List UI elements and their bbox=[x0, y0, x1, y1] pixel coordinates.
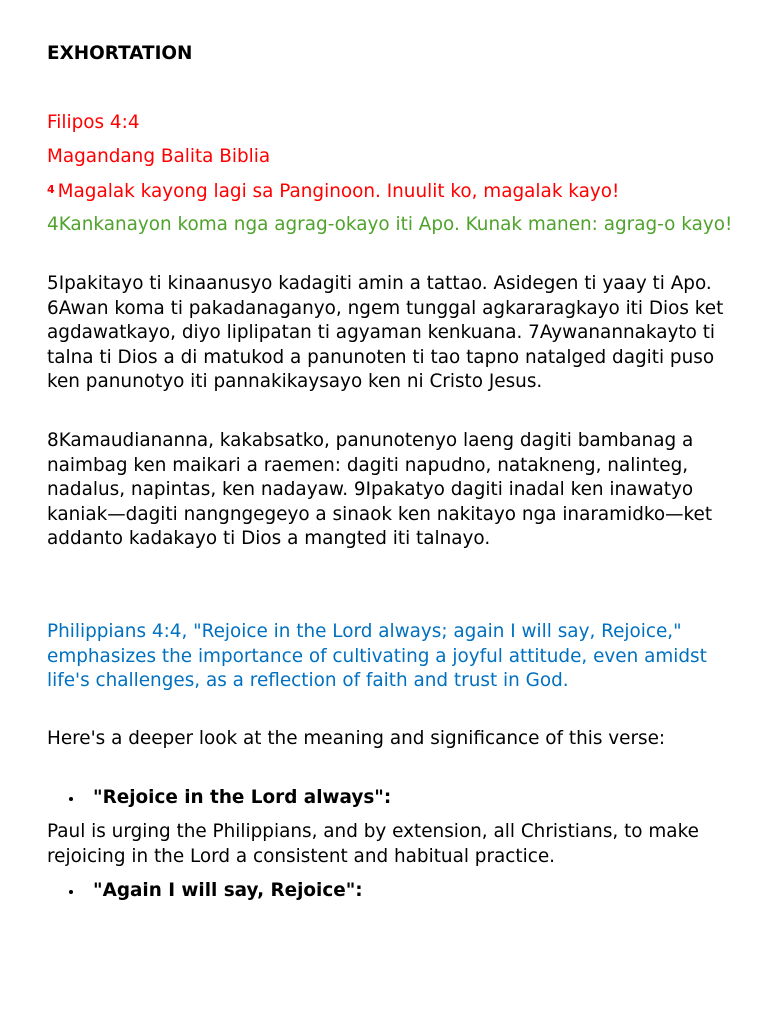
verse-line bbox=[47, 180, 737, 205]
verse-number: 4 bbox=[47, 183, 55, 196]
english-summary: Philippians 4:4, "Rejoice in the Lord always; again I will say, Rejoice," emphasizes the importance of cultivating a joyful attitude, even amidst life's challenges, as a reflection of faith and trust in God. bbox=[47, 621, 707, 691]
bullet-heading: "Rejoice in the Lord always": bbox=[93, 787, 392, 808]
bullet-explanation: Paul is urging the Philippians, and by extension, all Christians, to make rejoicing in the Lord a consistent and habitual practice. bbox=[47, 821, 699, 867]
scripture-reference: Filipos 4:4 bbox=[47, 112, 140, 133]
ilocano-verse: 4Kankanayon koma nga agrag-okayo iti Apo. Kunak manen: agrag-o kayo! bbox=[47, 214, 733, 235]
paragraph-verses-8-9: 8Kamaudiananna, kakabsatko, panunotenyo laeng dagiti bambanag a naimbag ken maikari a raemen: dagiti napudno, natakneng, nalinteg, nadalus, napintas, ken nadayaw. 9Ipakatyo dagiti inadal ken inawatyo kaniak—dagiti nangngegeyo a sinaok ken nakitayo nga inaramidko—ket addanto kadakayo ti Dios a mangted iti talnayo. bbox=[47, 430, 713, 549]
bullet-icon bbox=[69, 797, 73, 801]
verse-text: Magalak kayong lagi sa Panginoon. Inuulit ko, magalak kayo! bbox=[57, 181, 620, 202]
bullet-icon bbox=[69, 890, 73, 894]
intro-paragraph: Here's a deeper look at the meaning and significance of this verse: bbox=[47, 728, 666, 749]
bible-version: Magandang Balita Biblia bbox=[47, 146, 271, 167]
paragraph-verses-5-7: 5Ipakitayo ti kinaanusyo kadagiti amin a tattao. Asidegen ti yaay ti Apo. 6Awan koma ti pakadanaganyo, ngem tunggal agkararagkayo iti Dios ket agdawatkayo, diyo liplipatan ti agyaman kenkuana. 7Aywanannakayto ti talna ti Dios a di matukod a panunoten ti tao tapno natalged dagiti puso ken panunotyo iti pannakikaysayo ken ni Cristo Jesus. bbox=[47, 273, 724, 392]
heading: EXHORTATION bbox=[47, 43, 193, 64]
bullet-heading: "Again I will say, Rejoice": bbox=[93, 880, 363, 901]
